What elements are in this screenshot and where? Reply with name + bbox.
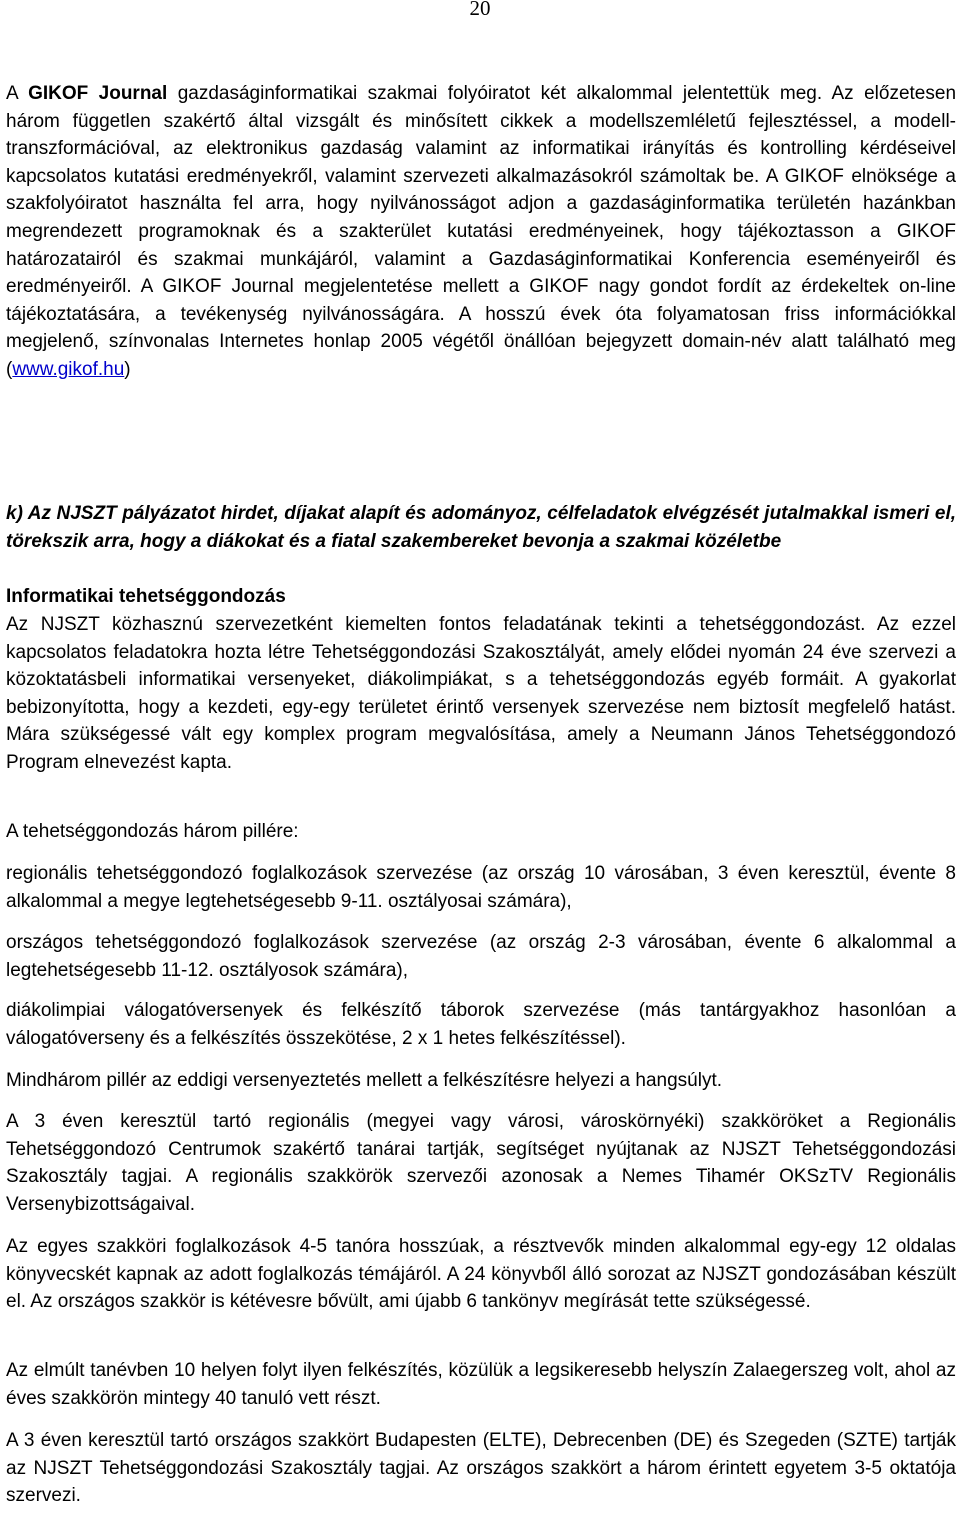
paragraph-pillar-olympiad: diákolimpiai válogatóversenyek és felkészítő táborok szervezése (más tantárgyakhoz hasonlóan a válogatóverseny és a felkészítés összekötése, 2 x 1 hetes felkészítéssel).: [6, 1000, 956, 1049]
paragraph-regional-circles: A 3 éven keresztül tartó regionális (megyei vagy városi, városkörnyéki) szakköröket a Regionális Tehetséggondozó Centrumok szakértő tanárai tartják, segítséget nyújtanak az NJSZT Tehetséggondozási Szakosztály tagjai. A regionális szakkörök szervezői azonosak a Nemes Tihamér OKSzTV Regionális Versenybizottságaival.: [6, 1111, 956, 1215]
paragraph-last-year: Az elmúlt tanévben 10 helyen folyt ilyen felkészítés, közülük a legsikeresebb helyszín Zalaegerszeg volt, ahol az éves szakkörön mintegy 40 tanuló vett részt.: [6, 1360, 956, 1409]
gikof-website-link[interactable]: www.gikof.hu: [12, 358, 125, 380]
paragraph-pillar-national: országos tehetséggondozó foglalkozások szervezése (az ország 2-3 városában, évente 6 alkalommal a legtehetségesebb 11-12. osztályosok számára),: [6, 932, 956, 981]
paragraph-emphasis: Mindhárom pillér az eddigi versenyeztetés mellett a felkészítésre helyezi a hangsúlyt.: [6, 1070, 723, 1091]
paragraph-pillar-regional: regionális tehetséggondozó foglalkozások szervezése (az ország 10 városában, 3 éven keresztül, évente 8 alkalommal a megye legtehetségesebb 9-11. osztályosai számára),: [6, 863, 956, 912]
paragraph-national-circle: A 3 éven keresztül tartó országos szakkört Budapesten (ELTE), Debrecenben (DE) és Szegeden (SZTE) tartják az NJSZT Tehetséggondozási Szakosztály tagjai. Az országos szakkört a három érintett egyetem 3-5 oktatója szervezi.: [6, 1430, 956, 1507]
page-number: 20: [469, 0, 491, 20]
gikof-paragraph: [6, 80, 956, 384]
paragraph-sessions: Az egyes szakköri foglalkozások 4-5 tanóra hosszúak, a résztvevők minden alkalommal egy-egy 12 oldalas könyvecskét kapnak az adott foglalkozás témájáról. A 24 könyvből álló sorozat az NJSZT gondozásában készült el. Az országos szakkör is kétévesre bővült, ami újabb 6 tankönyv megírását tette szükségessé.: [6, 1236, 956, 1313]
section-k-heading: k) Az NJSZT pályázatot hirdet, díjakat alapít és adományoz, célfeladatok elvégzését jutalmakkal ismeri el, törekszik arra, hogy a diákokat és a fiatal szakembereket bevonja a szakmai közéletbe: [6, 503, 956, 552]
section-subheading: Informatikai tehetséggondozás: [6, 586, 286, 607]
gikof-prefix: A: [6, 83, 29, 104]
gikof-text: gazdaságinformatikai szakmai folyóiratot két alkalommal jelentettük meg. Az előzetesen három független szakértő által vizsgált és minősített cikkek a modellszemléletű fejlesztéssel, a modell-transzformációval, az elektronikus gazdaság valamint az informatikai irányítás és kontrolling kérdéseivel kapcsolatos kutatási eredményekről, valamint szervezeti alkalmazásokról számoltak be. A GIKOF elnöksége a szakfolyóiratot használta fel arra, hogy nyilvánosságot adjon a gazdaságinformatika területén hazánkban megrendezett programoknak és a szakterület kutatási eredményeinek, hogy tájékoztasson a GIKOF határozatairól és szakmai munkájáról, valamint a Gazdaságinformatikai Konferencia eseményeiről és eredményeiről. A GIKOF Journal megjelentetése mellett a GIKOF nagy gondot fordít az érdekeltek on-line tájékoztatására, a tevékenység nyilvánosságára. A hosszú évek óta folyamatosan friss információkkal megjelenő, színvonalas Internetes honlap 2005 végétől önállóan bejegyzett domain-név alatt található meg (: [6, 83, 957, 380]
gikof-suffix: ): [124, 358, 131, 380]
gikof-journal-name: GIKOF Journal: [28, 83, 168, 104]
paragraph-tehetseggondozas: Az NJSZT közhasznú szervezetként kiemelten fontos feladatának tekinti a tehetséggondozást. Az ezzel kapcsolatos feladatokra hozta létre Tehetséggondozási Szakosztályát, amely elődei nyomán 24 éve szervezi a közoktatásbeli informatikai versenyeket, diákolimpiákat, s a tehetséggondozás egyéb formáit. A gyakorlat bebizonyította, hogy a kezdeti, egy-egy területet érintő versenyek szervezése nem biztosít megfelelő hatást. Mára szükségessé vált egy komplex program megvalósítása, amely a Neumann János Tehetséggondozó Program elnevezést kapta.: [6, 614, 956, 773]
paragraph-pillars-intro: A tehetséggondozás három pillére:: [6, 821, 299, 842]
